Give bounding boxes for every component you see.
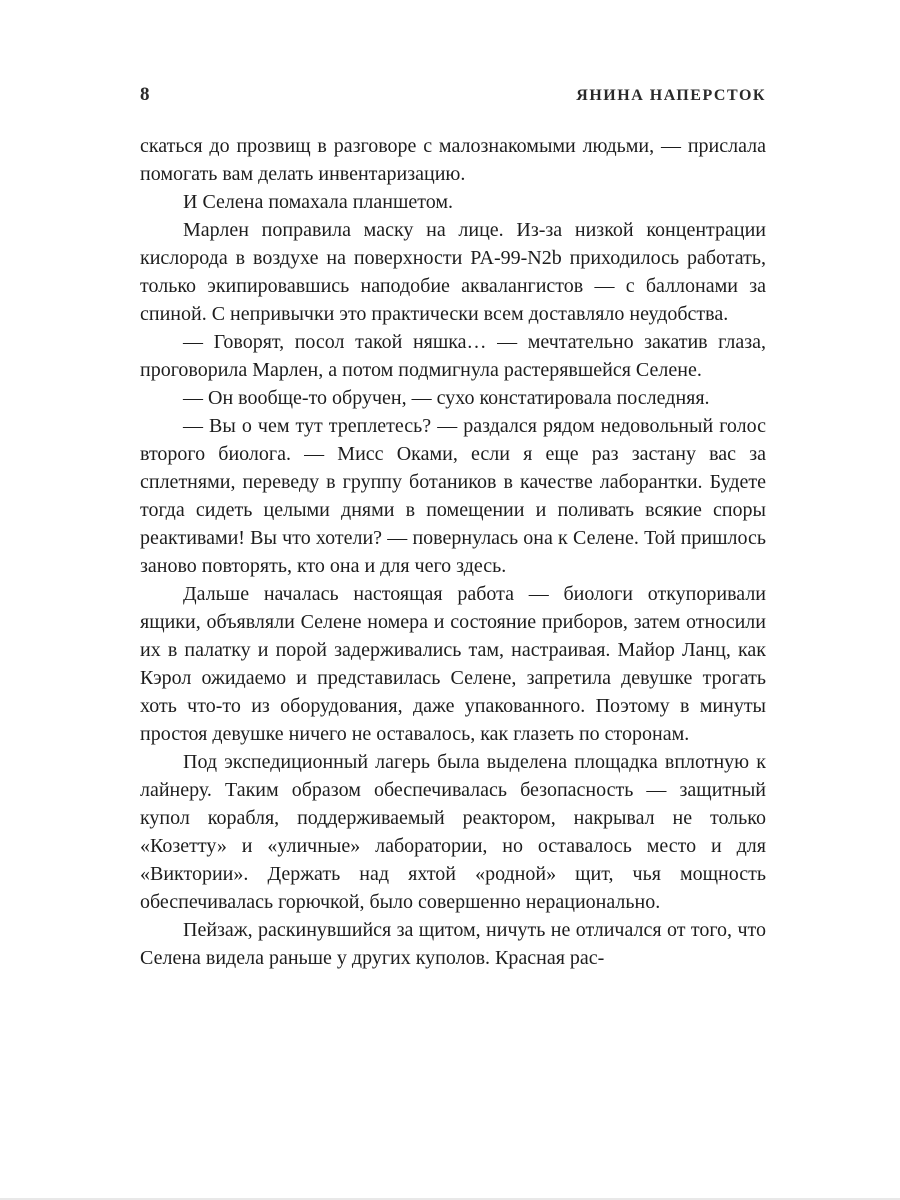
paragraph: И Селена помахала планшетом. — [183, 191, 453, 213]
paragraph: Пейзаж, раскинувшийся за щитом, ничуть не отличался от того, что Селена видела раньше у других куполов. Красная рас- — [140, 919, 766, 969]
running-header-row — [140, 84, 766, 106]
paragraph: — Говорят, посол такой няшка… — мечтательно закатив глаза, проговорила Марлен, а потом подмигнула растерявшейся Селене. — [140, 331, 766, 381]
paragraph: Под экспедиционный лагерь была выделена площадка вплотную к лайнеру. Таким образом обеспечивалась безопасность — защитный купол корабля, поддерживаемый реактором, накрывал не только «Козетту» и «уличные» лаборатории, но оставалось место и для «Виктории». Держать над яхтой «родной» щит, чья мощность обеспечивалась горючкой, было совершенно нерационально. — [140, 751, 766, 913]
paragraph: Марлен поправила маску на лице. Из-за низкой концентрации кислорода в воздухе на поверхности PA-99-N2b приходилось работать, только экипировавшись наподобие аквалангистов — с баллонами за спиной. С непривычки это практически всем доставляло неудобства. — [140, 219, 766, 325]
page-body-text — [140, 132, 766, 972]
paragraph: Дальше началась настоящая работа — биологи откупоривали ящики, объявляли Селене номера и состояние приборов, затем относили их в палатку и порой задерживались там, настраивая. Майор Ланц, как Кэрол ожидаемо и представилась Селене, запретила девушке трогать хоть что-то из оборудования, даже упакованного. Поэтому в минуты простоя девушке ничего не оставалось, как глазеть по сторонам. — [140, 583, 766, 745]
paragraph: — Вы о чем тут треплетесь? — раздался рядом недовольный голос второго биолога. — Мисс Оками, если я еще раз застану вас за сплетнями, переведу в группу ботаников в качестве лаборантки. Будете тогда сидеть целыми днями в помещении и поливать всякие споры реактивами! Вы что хотели? — повернулась она к Селене. Той пришлось заново повторять, кто она и для чего здесь. — [140, 415, 766, 577]
page-content-area — [140, 84, 766, 972]
page-number: 8 — [140, 84, 150, 105]
running-header-title: ЯНИНА НАПЕРСТОК — [576, 87, 766, 104]
paragraph: скаться до прозвищ в разговоре с малознакомыми людьми, — прислала помогать вам делать инвентаризацию. — [140, 135, 766, 185]
paragraph: — Он вообще-то обручен, — сухо констатировала последняя. — [183, 387, 710, 409]
